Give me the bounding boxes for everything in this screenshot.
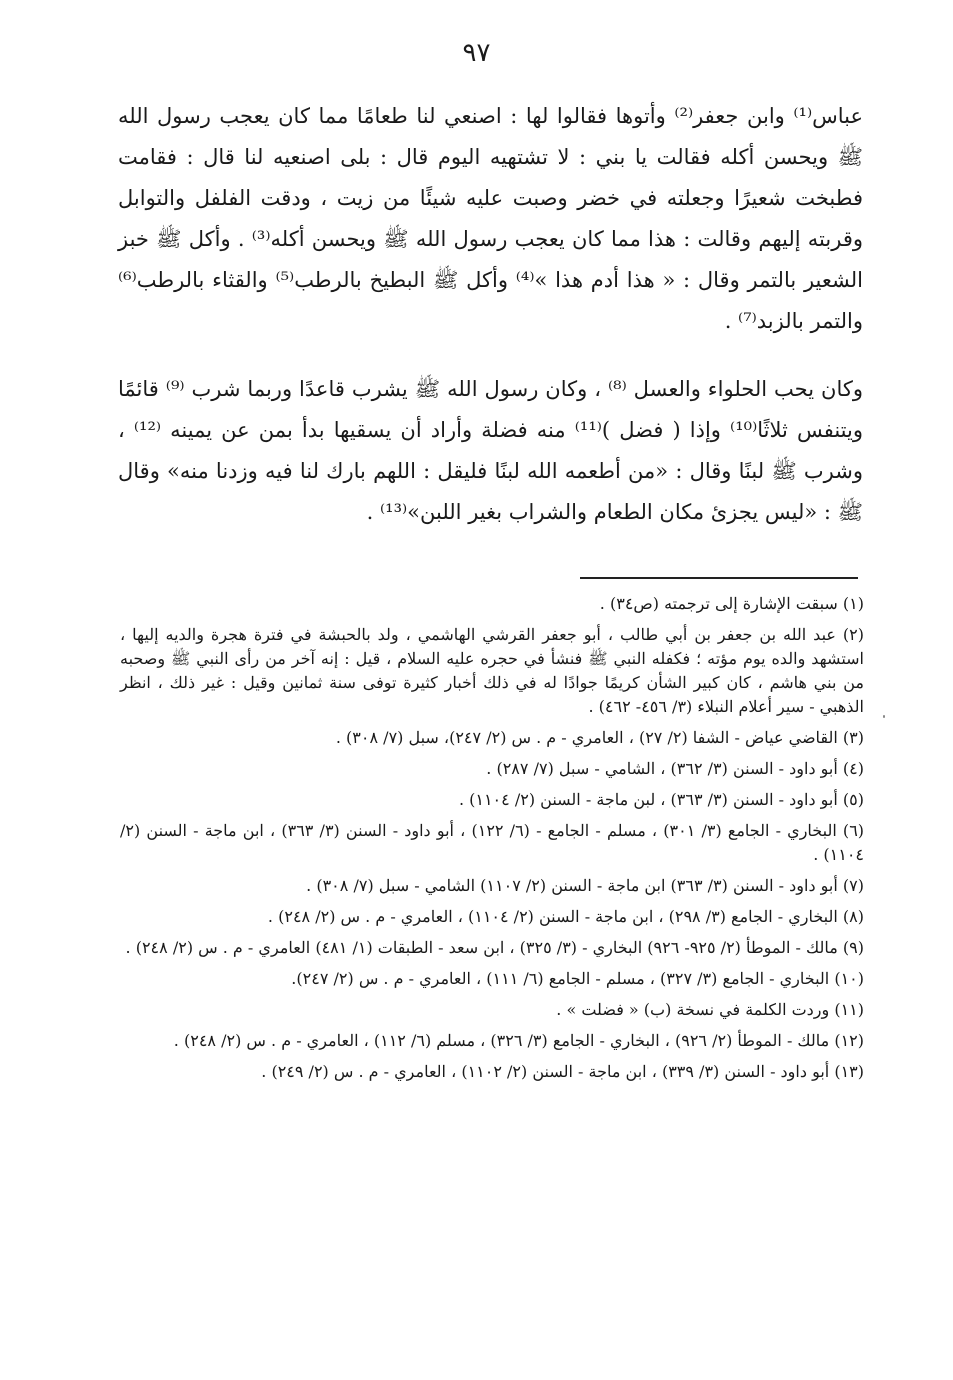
footnote-11: (١١) وردت الكلمة في نسخة (ب) « فضلت » .: [556, 1000, 864, 1019]
footnote-9: (٩) مالك - الموطأ (٢/ ٩٢٥- ٩٢٦) البخاري - (٣/ ٣٢٥) ، ابن سعد - الطبقات (١/ ٤٨١) العامري - م . س (٢/ ٢٤٨) .: [125, 938, 864, 957]
main-text: [118, 96, 863, 533]
paragraph-1: عباس⁽¹⁾ وابن جعفر⁽²⁾ وأتوها فقالوا لها : اصنعي لنا طعامًا مما كان يعجب رسول الله ﷺ ويحسن أكله فقالت يا بني : لا تشتهيه اليوم قال : بلى اصنعيه لنا قال : فقامت فطبخت شعيرًا وجعلته في خضر وصبت عليه شيئًا من زيت ، ودقت الفلفل والتوابل وقربته إليهم وقالت : هذا مما كان يعجب رسول الله ﷺ ويحسن أكله⁽³⁾ . وأكل ﷺ خبز الشعير بالتمر وقال : « هذا أدم هذا »⁽⁴⁾ وأكل ﷺ البطيخ بالرطب⁽⁵⁾ والقثاء بالرطب⁽⁶⁾ والتمر بالزبد⁽⁷⁾ .: [118, 104, 863, 333]
footnotes-list: [120, 592, 864, 1084]
page-number: ٩٧: [462, 38, 491, 68]
footnote-13: (١٣) أبو داود - السنن (٣/ ٣٣٩) ، ابن ماجة - السنن (٢/ ١١٠٢) ، العامري - م . س (٢/ ٢٤٩) .: [261, 1062, 864, 1081]
footnote-separator: [580, 577, 858, 579]
footnote-8: (٨) البخاري - الجامع (٣/ ٢٩٨) ، ابن ماجة - السنن (٢/ ١١٠٤) ، العامري - م . س (٢/ ٢٤٨) .: [267, 907, 864, 926]
footnote-1: (١) سبقت الإشارة إلى ترجمته (ص٣٤) .: [599, 594, 864, 613]
footnote-6: (٦) البخاري - الجامع (٣/ ٣٠١) ، مسلم - الجامع - (٦/ ١٢٢) ، أبو داود - السنن (٣/ ٣٦٣) ، ابن ماجة - السنن (٢/ ١١٠٤) .: [120, 821, 865, 864]
footnote-12: (١٢) مالك - الموطأ (٢/ ٩٢٦) ، البخاري - الجامع (٣/ ٣٢٦) ، مسلم (٦/ ١١٢) ، العامري - م . س (٢/ ٢٤٨) .: [173, 1031, 864, 1050]
scan-speck: [883, 715, 885, 718]
footnote-3: (٣) القاضي عياض - الشفا (٢/ ٢٧) ، العامري - م . س (٢/ ٢٤٧)، سبل (٧/ ٣٠٨) .: [335, 728, 864, 747]
footnote-10: (١٠) البخاري - الجامع (٣/ ٣٢٧) ، مسلم - الجامع (٦/ ١١١) ، العامري - م . س (٢/ ٢٤٧).: [291, 969, 864, 988]
footnote-2: (٢) عبد الله بن جعفر بن أبي طالب ، أبو جعفر القرشي الهاشمي ، ولد بالحبشة في فترة هجرة والديه إليها ، استشهد والده يوم مؤته ؛ فكفله النبي ﷺ فنشأ في حجره عليه السلام ، قيل : إنه آخر من رأى النبي ﷺ وصحبه من بني هاشم ، كان كبير الشأن كريمًا جوادًا له في ذلك أخبار كثيرة توفى سنة ثمانين وقيل : غير ذلك ، انظر الذهبي - سير أعلام النبلاء (٣/ ٤٥٦- ٤٦٢) .: [120, 625, 864, 716]
footnote-4: (٤) أبو داود - السنن (٣/ ٣٦٢) ، الشامي - سبل (٧/ ٢٨٧) .: [486, 759, 864, 778]
footnote-5: (٥) أبو داود - السنن (٣/ ٣٦٣) ، لبن ماجة - السنن (٢/ ١١٠٤) .: [458, 790, 864, 809]
paragraph-2: وكان يحب الحلواء والعسل ⁽⁸⁾ ، وكان رسول الله ﷺ يشرب قاعدًا وربما شرب ⁽⁹⁾ قائمًا ويتنفس ثلاثًا⁽¹⁰⁾ وإذا ( فضل )⁽¹¹⁾ منه فضلة وأراد أن يسقيها بدأ بمن عن يمينه ⁽¹²⁾ ، وشرب ﷺ لبنًا وقال : «من أطعمه الله لبنًا فليقل : اللهم بارك لنا فيه وزدنا منه» وقال ﷺ : «ليس يجزئ مكان الطعام والشراب بغير اللبن»⁽¹³⁾ .: [118, 377, 864, 524]
footnote-7: (٧) أبو داود - السنن (٣/ ٣٦٣) ابن ماجة - السنن (٢/ ١١٠٧) الشامي - سبل (٧/ ٣٠٨) .: [306, 876, 864, 895]
